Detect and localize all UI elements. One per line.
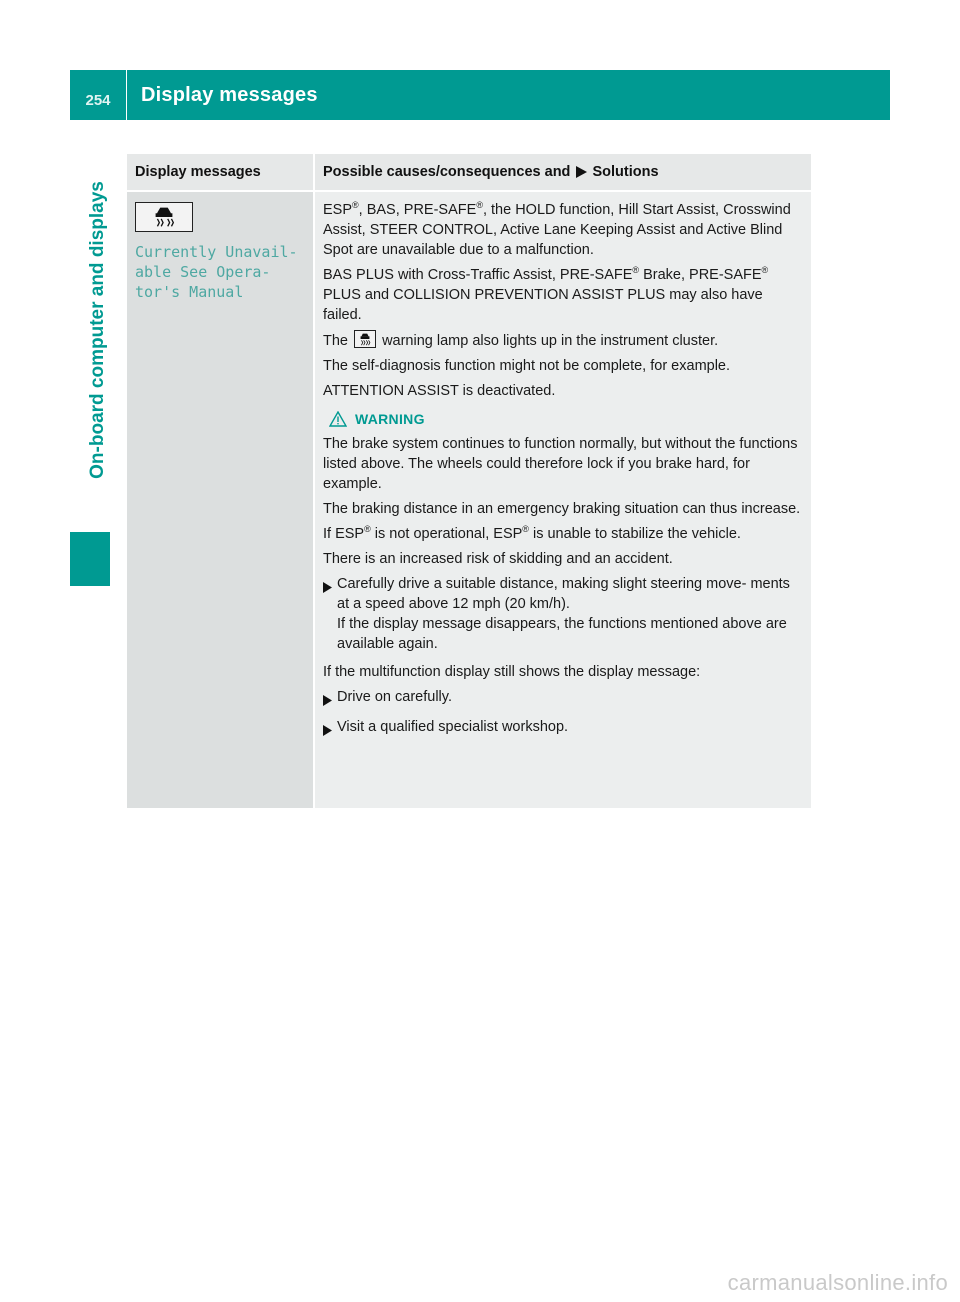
display-message-text: Currently Unavail‐ able See Opera‐ tor's Manual	[135, 243, 298, 301]
skid-warning-lamp-icon	[354, 330, 376, 348]
step-text-drive-carefully: Drive on carefully.	[337, 689, 452, 705]
registered-mark: ®	[352, 200, 359, 211]
column-header-display-messages	[127, 154, 314, 191]
column-header-label-solutions: Solutions	[592, 164, 659, 180]
step-text-visit-workshop: Visit a qualified specialist workshop.	[337, 719, 569, 735]
paragraph-self-diagnosis: The self-diagnosis function might not be complete, for example.	[323, 358, 731, 374]
column-header-label: Possible causes/consequences and	[323, 164, 571, 180]
warning-paragraph-brake-system: The brake system continues to function normally, but without the functions listed above. The wheels could therefore lock if you brake hard, for example.	[323, 436, 798, 492]
paragraph-also-failed	[323, 265, 803, 325]
section-sidebar	[70, 130, 126, 530]
page-title: Display messages	[141, 83, 318, 106]
skid-warning-lamp-icon	[135, 202, 193, 232]
display-message-table	[127, 154, 811, 808]
text-functions-list: , the HOLD function, Hill Start Assist, Crosswind Assist, STEER CONTROL, Active Lane Keeping Assist and Active Blind Spot are unavailable due to a malfunction.	[323, 202, 791, 258]
paragraph-still-shows: If the multifunction display still shows the display message:	[323, 664, 701, 680]
warning-paragraph-braking-distance: The braking distance in an emergency braking situation can thus increase.	[323, 501, 801, 517]
warning-heading	[323, 409, 803, 429]
registered-mark: ®	[364, 524, 371, 535]
table-row	[127, 191, 811, 808]
instruction-step	[323, 574, 803, 654]
text-warning-lamp-lights: warning lamp also lights up in the instrument cluster.	[382, 333, 719, 349]
registered-mark: ®	[476, 200, 483, 211]
text-esp: ESP	[323, 202, 353, 218]
text-the: The	[323, 333, 348, 349]
step-text-drive-distance: Carefully drive a suitable distance, making slight steering move‐ ments at a speed above 12 mph (20 km/h).	[337, 576, 790, 612]
paragraph-unavailable-functions	[323, 200, 803, 260]
column-header-causes-solutions	[314, 154, 811, 191]
warning-label: WARNING	[355, 411, 425, 427]
warning-paragraph-esp	[323, 524, 803, 544]
text-bas-plus: BAS PLUS with Cross-Traffic Assist, PRE-SAFE	[323, 267, 633, 283]
text-if-esp: If ESP	[323, 526, 365, 542]
warning-triangle-icon	[329, 411, 347, 427]
column-header-label: Display messages	[135, 164, 261, 180]
step-arrow-icon	[323, 582, 332, 593]
table-header-row	[127, 154, 811, 191]
step-text-message-disappears: If the display message disappears, the functions mentioned above are available again.	[337, 616, 787, 652]
text-bas-presafe: , BAS, PRE-SAFE	[358, 202, 477, 218]
text-brake-presafe: Brake, PRE-SAFE	[639, 267, 762, 283]
step-arrow-icon	[323, 695, 332, 706]
play-arrow-icon	[574, 165, 588, 179]
instruction-step	[323, 717, 803, 742]
registered-mark: ®	[522, 524, 529, 535]
section-marker	[70, 532, 110, 586]
text-not-operational: is not operational, ESP	[370, 526, 523, 542]
warning-paragraph-skidding-risk: There is an increased risk of skidding and an accident.	[323, 551, 673, 567]
instruction-step	[323, 687, 803, 712]
paragraph-warning-lamp	[323, 330, 803, 351]
step-arrow-icon	[323, 725, 332, 736]
page-number: 254	[85, 91, 111, 109]
section-label: On-board computer and displays	[87, 181, 108, 479]
registered-mark: ®	[632, 265, 640, 276]
registered-mark: ®	[761, 265, 769, 276]
footer-watermark: carmanualsonline.info	[727, 1270, 948, 1295]
text-unable-stabilize: is unable to stabilize the vehicle.	[528, 526, 741, 542]
paragraph-attention-assist: ATTENTION ASSIST is deactivated.	[323, 383, 556, 399]
page-header	[70, 70, 890, 120]
causes-solutions-cell	[314, 191, 811, 808]
text-plus-failed: PLUS and COLLISION PREVENTION ASSIST PLUS may also have failed.	[323, 287, 763, 323]
display-message-cell	[127, 191, 314, 808]
